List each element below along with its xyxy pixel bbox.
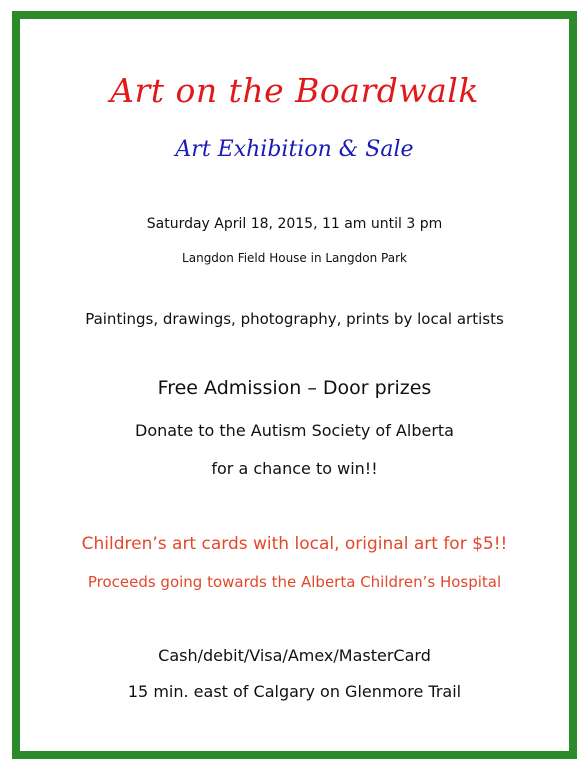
art-media-description: Paintings, drawings, photography, prints by local artists (85, 310, 504, 328)
poster-title: Art on the Boardwalk (110, 71, 479, 110)
win-info: for a chance to win!! (211, 459, 378, 478)
poster-subtitle: Art Exhibition & Sale (175, 137, 414, 162)
donation-info: Donate to the Autism Society of Alberta (135, 421, 454, 440)
event-venue: Langdon Field House in Langdon Park (182, 251, 407, 265)
payment-methods: Cash/debit/Visa/Amex/MasterCard (158, 646, 431, 665)
admission-info: Free Admission – Door prizes (157, 377, 432, 399)
art-cards-offer: Children’s art cards with local, original art for $5!! (81, 534, 508, 554)
poster-frame (12, 11, 577, 759)
event-date-time: Saturday April 18, 2015, 11 am until 3 pm (146, 216, 443, 232)
location-directions: 15 min. east of Calgary on Glenmore Trail (127, 682, 462, 701)
proceeds-info: Proceeds going towards the Alberta Children’s Hospital (87, 573, 502, 591)
